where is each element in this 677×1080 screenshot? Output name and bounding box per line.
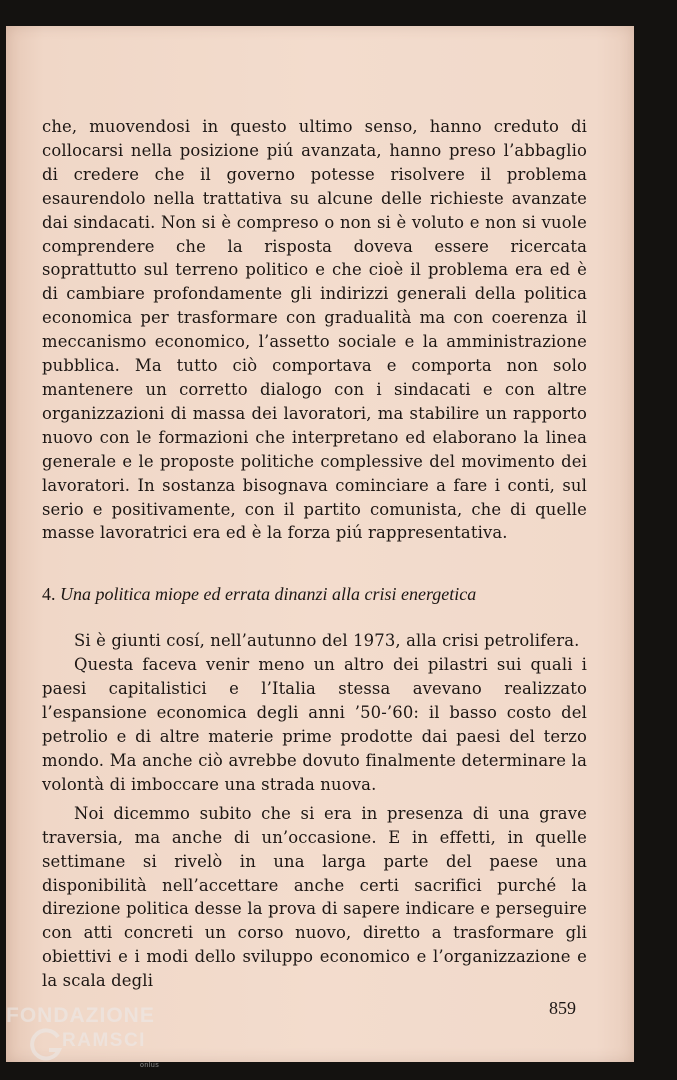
- watermark-line-1: FONDAZIONE: [6, 1004, 155, 1027]
- body-text-top: [42, 115, 587, 545]
- page-number: 859: [549, 998, 576, 1018]
- paragraph: Questa faceva venir meno un altro dei pilastri sui quali i paesi capitalistici e l’Italia stessa avevano realizzato l’espansione economica degli anni ’50-’60: il basso costo del petrolio e di altre materie prime prodotte dai paesi del terzo mondo. Ma anche ciò avrebbe dovuto finalmente determinare la volontà di imboccare una strada nuova.: [42, 654, 587, 794]
- paragraph: Si è giunti cosí, nell’autunno del 1973, alla crisi petrolifera.: [74, 631, 580, 650]
- section-heading: [42, 582, 602, 606]
- book-page: [6, 26, 634, 1062]
- section-number: 4.: [42, 584, 56, 604]
- watermark-subtitle: onlus: [140, 1062, 160, 1069]
- body-text-section: [42, 629, 587, 993]
- paragraph: Noi dicemmo subito che si era in presenza di una grave traversia, ma anche di un’occasione. E in effetti, in quelle settimane si rivelò in una larga parte del paese una disponibilità nell’accettare anche certi sacrifici purché la direzione politica desse la prova di sapere indicare e perseguire con atti concreti un corso nuovo, diretto a trasformare gli obiettivi e i modi dello sviluppo economico e l’organizzazione e la scala degli: [42, 803, 587, 991]
- paragraph: che, muovendosi in questo ultimo senso, hanno creduto di collocarsi nella posizione piú avanzata, hanno preso l’abbaglio di credere che il governo potesse risolvere il problema esaurendolo nella trattativa su alcune delle richieste avanzate dai sindacati. Non si è compreso o non si è voluto e non si vuole comprendere che la risposta doveva essere ricercata soprattutto sul terreno politico e che cioè il problema era ed è di cambiare profondamente gli indirizzi generali della politica economica per trasformare con gradualità ma con coerenza il meccanismo economico, l’assetto sociale e la amministrazione pubblica. Ma tutto ciò comportava e comporta non solo mantenere un corretto dialogo con i sindacati e con altre organizzazioni di massa dei lavoratori, ma stabilire un rapporto nuovo con le formazioni che interpretano ed elaborano la linea generale e le proposte politiche complessive del movimento dei lavoratori. In sostanza bisognava cominciare a fare i conti, sul serio e positivamente, con il partito comunista, che di quelle masse lavoratrici era ed è la forza piú rappresentativa.: [42, 117, 587, 543]
- watermark-line-2: RAMSCI: [62, 1030, 146, 1051]
- section-title: Una politica miope ed errata dinanzi alla crisi energetica: [60, 584, 477, 604]
